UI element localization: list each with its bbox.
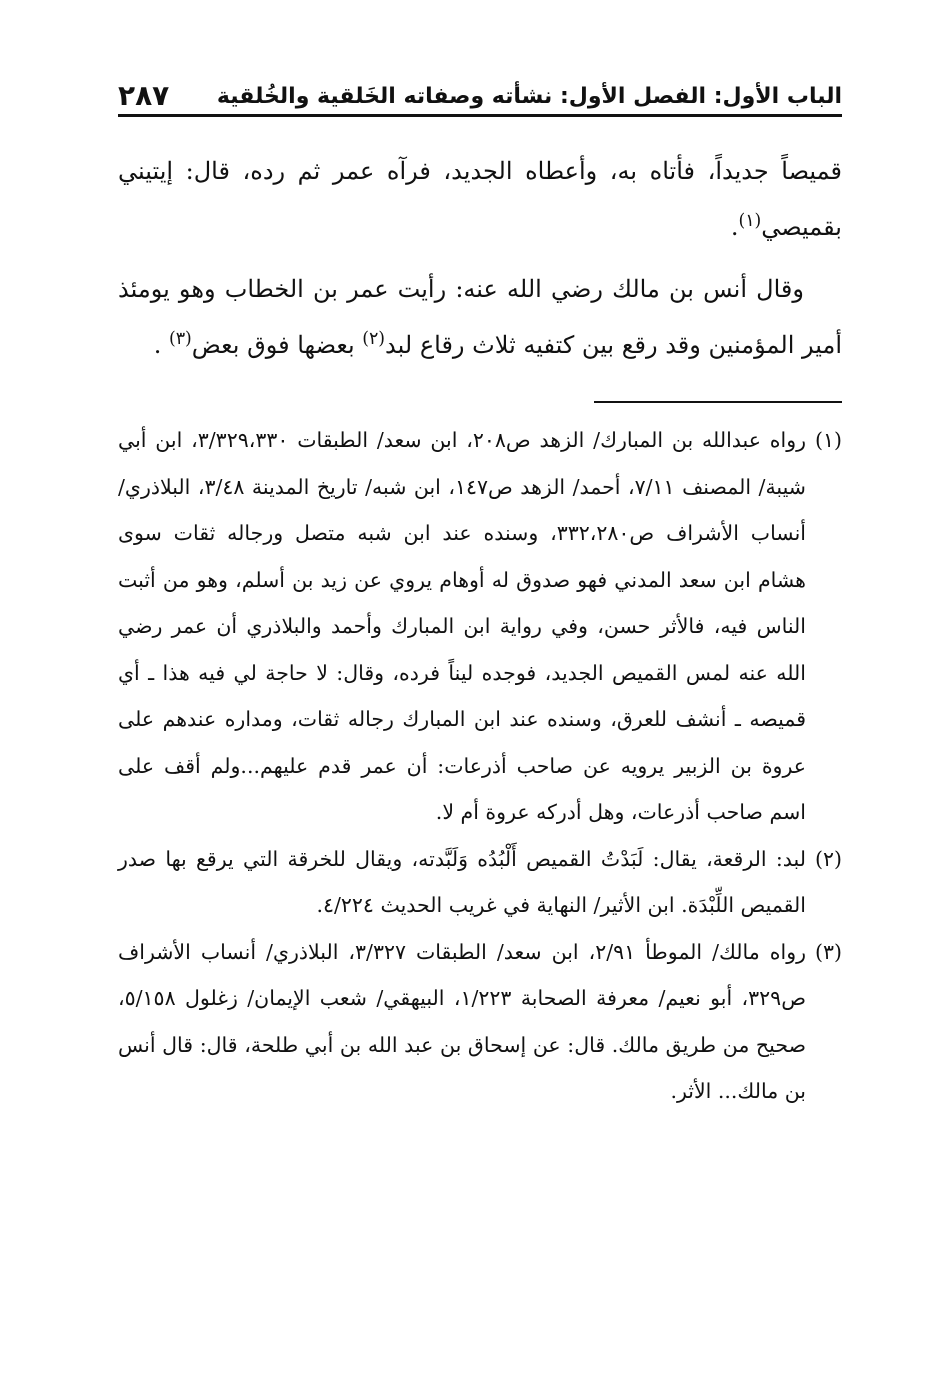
paragraph-1-text: قميصاً جديداً، فأتاه به، وأعطاه الجديد، فرآه عمر ثم رده، قال: إيتيني بقميصي bbox=[118, 157, 842, 241]
footnote-1 bbox=[118, 417, 842, 836]
paragraph-2-end: . bbox=[153, 331, 169, 359]
footnote-2 bbox=[118, 836, 842, 929]
footnote-text: لبد: الرقعة، يقال: لَبَدْتُ القميص أَلْبُدُه وَلَبَّدته، ويقال للخرقة التي يرقع بها صدر القميص اللِّبْدَة. ابن الأثير/ النهاية في غريب الحديث ٤/٢٢٤. bbox=[118, 846, 806, 917]
footnote-ref-3[interactable]: (٣) bbox=[169, 329, 192, 349]
chapter-title: الباب الأول: الفصل الأول: نشأته وصفاته الخَلقية والخُلقية bbox=[216, 83, 842, 109]
footnote-separator bbox=[594, 401, 842, 403]
paragraph-2-text-b: بعضها فوق بعض bbox=[191, 331, 363, 359]
paragraph-1-end: . bbox=[730, 213, 739, 241]
footnote-text: رواه عبدالله بن المبارك/ الزهد ص٢٠٨، ابن سعد/ الطبقات ٣/٣٢٩،٣٣٠، ابن أبي شيبة/ المصنف ٧/١١، أحمد/ الزهد ص١٤٧، ابن شبه/ تاريخ المدينة ٣/٤٨، البلاذري/ أنساب الأشراف ص٣٣٢،٢٨٠، وسنده عند ابن شبه متصل ورجاله ثقات سوى هشام ابن سعد المدني فهو صدوق له أوهام يروي عن زيد بن أسلم، وهو من أثبت الناس فيه، فالأثر حسن، وفي رواية ابن المبارك وأحمد والبلاذري أن عمر رضي الله عنه لمس القميص الجديد، فوجده ليناً فرده، وقال: لا حاجة لي فيه هذا ـ أي قميصه ـ أنشف للعرق، وسنده عند ابن المبارك رجاله ثقات، ومداره عندهم على عروة بن الزبير يرويه عن صاحب أذرعات: أن عمر قدم عليهم...ولم أقف على اسم صاحب أذرعات، وهل أدركه عروة أم لا. bbox=[118, 428, 807, 824]
footnote-text: رواه مالك/ الموطأ ٢/٩١، ابن سعد/ الطبقات ٣/٣٢٧، البلاذري/ أنساب الأشراف ص٣٢٩، أبو نعيم/ معرفة الصحابة ١/٢٢٣، البيهقي/ شعب الإيمان/ زغلول ٥/١٥٨، صحيح من طريق مالك. قال: عن إسحاق بن عبد الله بن أبي طلحة، قال: قال أنس بن مالك... الأثر. bbox=[118, 939, 807, 1103]
paragraph-2-text-a: وقال أنس بن مالك رضي الله عنه: رأيت عمر بن الخطاب وهو يومئذ أمير المؤمنين وقد رقع بين كتفيه ثلاث رقاع لبد bbox=[118, 275, 842, 359]
paragraph-1 bbox=[118, 143, 842, 255]
footnote-ref-1[interactable]: (١) bbox=[738, 211, 762, 231]
book-page bbox=[118, 70, 842, 1115]
paragraph-2 bbox=[118, 261, 842, 373]
footnote-3 bbox=[118, 929, 842, 1115]
footnote-number: (٣) bbox=[814, 939, 842, 964]
footnote-number: (٢) bbox=[814, 846, 842, 871]
footnote-number: (١) bbox=[814, 428, 842, 452]
footnote-ref-2[interactable]: (٢) bbox=[362, 329, 386, 349]
page-number: ٢٨٧ bbox=[118, 79, 170, 112]
running-header bbox=[118, 70, 842, 117]
footnotes bbox=[118, 417, 842, 1115]
main-text bbox=[118, 143, 842, 373]
